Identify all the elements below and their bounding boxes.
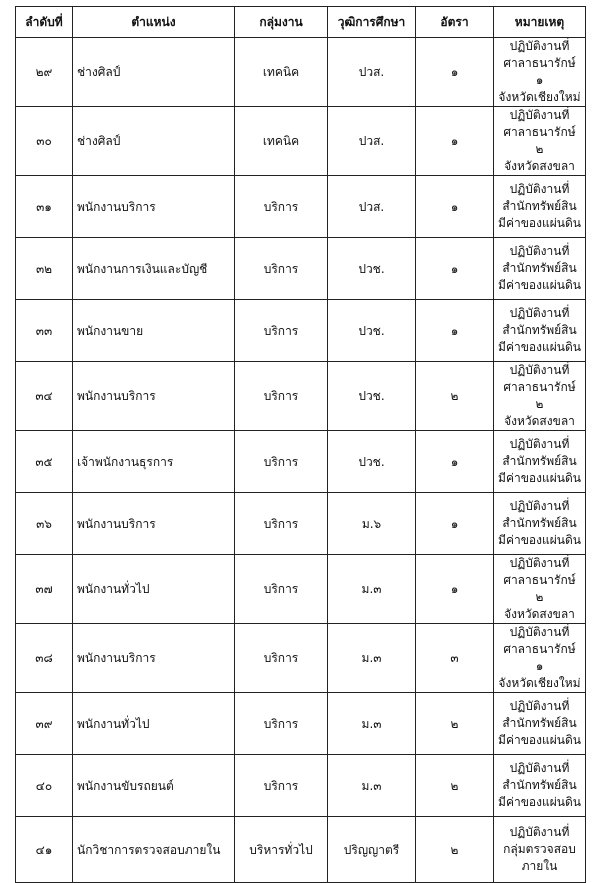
cell-note: ปฏิบัติงานที่ ศาลาธนารักษ์ ๒ จังหวัดสงขลา: [494, 107, 586, 176]
cell-rate: ๑: [416, 555, 494, 624]
table-row: [16, 176, 586, 238]
cell-education: ม.๓: [328, 555, 416, 624]
cell-position: พนักงานการเงินและบัญชี: [73, 238, 235, 300]
cell-group: เทคนิค: [235, 38, 328, 107]
cell-note: ปฏิบัติงานที่ สำนักทรัพย์สิน มีค่าของแผ่นดิน: [494, 176, 586, 238]
cell-position: พนักงานทั่วไป: [73, 555, 235, 624]
cell-no: ๒๙: [16, 38, 73, 107]
cell-education: ปวช.: [328, 431, 416, 493]
table-row: [16, 238, 586, 300]
cell-note: ปฏิบัติงานที่ สำนักทรัพย์สิน มีค่าของแผ่นดิน: [494, 238, 586, 300]
cell-no: ๓๘: [16, 624, 73, 693]
table-header-row: [16, 7, 586, 38]
cell-note: ปฏิบัติงานที่ ศาลาธนารักษ์ ๑ จังหวัดเชียงใหม่: [494, 624, 586, 693]
cell-note: ปฏิบัติงานที่ สำนักทรัพย์สิน มีค่าของแผ่นดิน: [494, 755, 586, 817]
cell-rate: ๑: [416, 38, 494, 107]
cell-position: ช่างศิลป์: [73, 107, 235, 176]
cell-note: ปฏิบัติงานที่ ศาลาธนารักษ์ ๑ จังหวัดเชียงใหม่: [494, 38, 586, 107]
table-row: [16, 693, 586, 755]
cell-no: ๓๗: [16, 555, 73, 624]
cell-note: ปฏิบัติงานที่ กลุ่มตรวจสอบ ภายใน: [494, 817, 586, 883]
cell-education: ปวช.: [328, 300, 416, 362]
cell-rate: ๒: [416, 755, 494, 817]
cell-rate: ๑: [416, 107, 494, 176]
cell-rate: ๒: [416, 362, 494, 431]
cell-group: บริการ: [235, 493, 328, 555]
cell-group: บริการ: [235, 755, 328, 817]
cell-rate: ๑: [416, 238, 494, 300]
cell-no: ๓๐: [16, 107, 73, 176]
table-row: [16, 624, 586, 693]
cell-group: บริการ: [235, 555, 328, 624]
cell-education: ปวส.: [328, 176, 416, 238]
table-row: [16, 107, 586, 176]
cell-note: ปฏิบัติงานที่ สำนักทรัพย์สิน มีค่าของแผ่นดิน: [494, 493, 586, 555]
cell-rate: ๒: [416, 693, 494, 755]
cell-rate: ๑: [416, 431, 494, 493]
header-education: วุฒิการศึกษา: [328, 7, 416, 38]
cell-rate: ๑: [416, 300, 494, 362]
cell-no: ๓๕: [16, 431, 73, 493]
cell-education: ม.๓: [328, 624, 416, 693]
table-row: [16, 555, 586, 624]
cell-note: ปฏิบัติงานที่ สำนักทรัพย์สิน มีค่าของแผ่นดิน: [494, 300, 586, 362]
table-row: [16, 38, 586, 107]
cell-rate: ๑: [416, 493, 494, 555]
cell-education: ปวส.: [328, 38, 416, 107]
cell-position: พนักงานทั่วไป: [73, 693, 235, 755]
cell-education: ปริญญาตรี: [328, 817, 416, 883]
cell-position: พนักงานบริการ: [73, 176, 235, 238]
table-row: [16, 493, 586, 555]
cell-no: ๓๑: [16, 176, 73, 238]
table-row: [16, 431, 586, 493]
cell-no: ๓๔: [16, 362, 73, 431]
cell-rate: ๓: [416, 624, 494, 693]
cell-education: ปวส.: [328, 107, 416, 176]
cell-education: ม.๓: [328, 693, 416, 755]
cell-no: ๓๙: [16, 693, 73, 755]
header-note: หมายเหตุ: [494, 7, 586, 38]
cell-group: บริหารทั่วไป: [235, 817, 328, 883]
cell-position: พนักงานบริการ: [73, 493, 235, 555]
cell-group: บริการ: [235, 176, 328, 238]
cell-education: ม.๓: [328, 755, 416, 817]
cell-group: บริการ: [235, 238, 328, 300]
cell-note: ปฏิบัติงานที่ สำนักทรัพย์สิน มีค่าของแผ่นดิน: [494, 693, 586, 755]
cell-position: เจ้าพนักงานธุรการ: [73, 431, 235, 493]
cell-education: ปวช.: [328, 238, 416, 300]
cell-no: ๔๐: [16, 755, 73, 817]
cell-group: บริการ: [235, 624, 328, 693]
table-row: [16, 362, 586, 431]
header-no: ลำดับที่: [16, 7, 73, 38]
header-rate: อัตรา: [416, 7, 494, 38]
cell-note: ปฏิบัติงานที่ ศาลาธนารักษ์ ๒ จังหวัดสงขลา: [494, 555, 586, 624]
cell-no: ๔๑: [16, 817, 73, 883]
table-row: [16, 817, 586, 883]
cell-no: ๓๖: [16, 493, 73, 555]
position-table: [15, 6, 586, 883]
cell-note: ปฏิบัติงานที่ สำนักทรัพย์สิน มีค่าของแผ่นดิน: [494, 431, 586, 493]
table-row: [16, 755, 586, 817]
cell-group: บริการ: [235, 300, 328, 362]
cell-rate: ๑: [416, 176, 494, 238]
header-position: ตำแหน่ง: [73, 7, 235, 38]
header-group: กลุ่มงาน: [235, 7, 328, 38]
cell-rate: ๒: [416, 817, 494, 883]
cell-group: บริการ: [235, 431, 328, 493]
cell-position: พนักงานขับรถยนต์: [73, 755, 235, 817]
cell-position: นักวิชาการตรวจสอบภายใน: [73, 817, 235, 883]
cell-position: พนักงานขาย: [73, 300, 235, 362]
cell-no: ๓๓: [16, 300, 73, 362]
table-row: [16, 300, 586, 362]
cell-note: ปฏิบัติงานที่ ศาลาธนารักษ์ ๒ จังหวัดสงขลา: [494, 362, 586, 431]
cell-group: บริการ: [235, 362, 328, 431]
cell-position: พนักงานบริการ: [73, 624, 235, 693]
cell-no: ๓๒: [16, 238, 73, 300]
cell-education: ม.๖: [328, 493, 416, 555]
cell-position: ช่างศิลป์: [73, 38, 235, 107]
cell-position: พนักงานบริการ: [73, 362, 235, 431]
cell-group: บริการ: [235, 693, 328, 755]
cell-group: เทคนิค: [235, 107, 328, 176]
cell-education: ปวช.: [328, 362, 416, 431]
